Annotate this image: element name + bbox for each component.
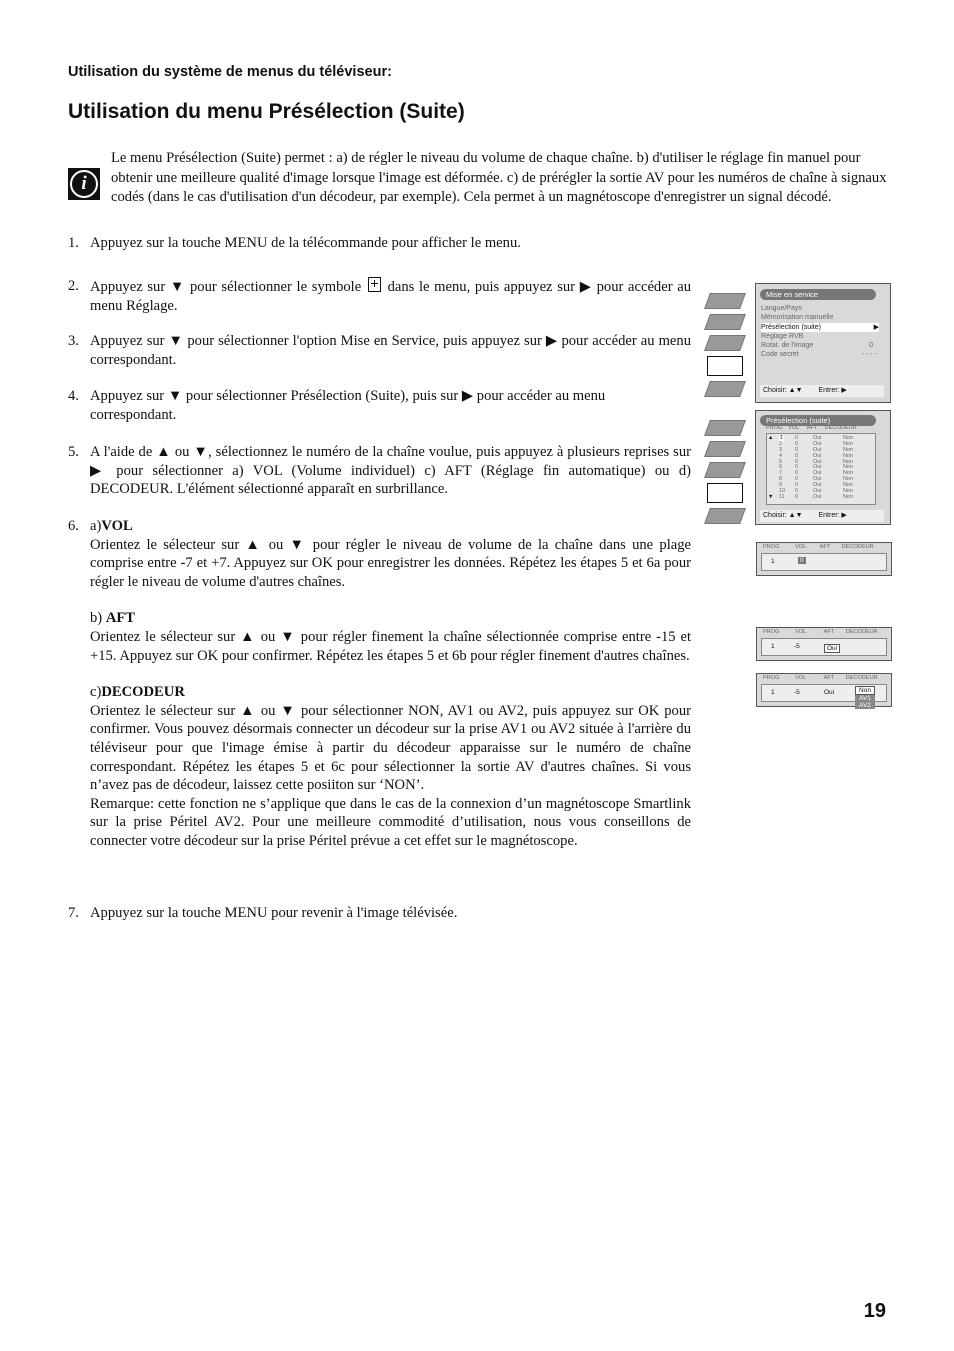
table-cell: Oui: [813, 435, 822, 441]
table-cell: 0: [795, 435, 798, 441]
table-cell: 0: [795, 488, 798, 495]
table-row: [767, 495, 875, 501]
table-cell: Oui: [813, 446, 822, 453]
table-cell: Non: [843, 440, 853, 447]
menu-item-code: Code secret - - - -: [761, 351, 877, 359]
table-cell: 0: [795, 452, 798, 459]
table-cell: 7: [779, 470, 782, 477]
sound-icon: [704, 441, 746, 457]
table-cell: 8: [779, 476, 782, 483]
step-2-text-b: dans le menu, puis appuyez sur ▶ pour accéder au menu Réglage.: [90, 279, 691, 314]
setup-icon: [707, 356, 743, 376]
features-icon: [704, 335, 746, 351]
menu-item-preselection: Présélection (suite) ▶: [761, 323, 879, 331]
table-cell: Non: [843, 458, 853, 465]
table-cell: Oui: [813, 476, 822, 483]
menu-item-langue: Langue/Pays: [761, 305, 802, 312]
section-header: Utilisation du système de menus du téléviseur:: [68, 64, 392, 80]
page-number: 19: [863, 1300, 886, 1322]
table-cell: Oui: [813, 482, 822, 489]
table-cell: Oui: [813, 470, 822, 477]
vol-value-selected: 0: [800, 557, 804, 564]
table-cell: Oui: [813, 488, 822, 495]
table-cell: Oui: [813, 493, 822, 500]
decodeur-text: Orientez le sélecteur sur ▲ ou ▼ pour sélectionner NON, AV1 ou AV2, puis appuyez sur OK pour confirmer. Vous pouvez désormais connecter un décodeur sur la prise AV1 ou AV2 située à l'arrière du téléviseur pour que l'image émise à partir du décodeur apparaisse sur le numéro de chaîne correspondant. Répétez les étapes 5 et 6c pour sélectionner la sortie AV d'autres chaînes. Si vous n’avez pas de décodeur, laissez cette posiiton sur ‘NON’.: [90, 702, 691, 794]
table-cell: Non: [843, 470, 853, 477]
menu-title-bar: Mise en service: [760, 289, 876, 300]
vol-heading: a)VOL: [90, 518, 133, 534]
table-cell: Non: [843, 446, 853, 453]
table-cell: Oui: [813, 458, 822, 465]
decodeur-options: Non AV1 AV2: [855, 686, 875, 709]
table-cell: 0: [795, 482, 798, 489]
sound-icon: [704, 314, 746, 330]
table-cell: Oui: [813, 464, 822, 471]
table-cell: 11: [779, 493, 785, 500]
aft-value-selected: Oui: [824, 644, 840, 653]
table-cell: Oui: [813, 440, 822, 447]
table-cell: 0: [795, 470, 798, 477]
table-cell: 0: [795, 446, 798, 453]
page-title: Utilisation du menu Présélection (Suite): [68, 100, 465, 123]
table-cell: Non: [843, 464, 853, 471]
decodeur-heading: c)DECODEUR: [90, 684, 185, 701]
table-cell: 1: [780, 435, 783, 441]
table-cell: 0: [795, 458, 798, 465]
table-cell: Non: [843, 452, 853, 459]
decodeur-option-selected: Non: [855, 686, 875, 695]
table-cell: Non: [843, 435, 853, 441]
table-cell: 6: [779, 464, 782, 471]
picture-icon: [704, 293, 746, 309]
scroll-down-icon: ▼: [768, 493, 774, 500]
menu-footer: Choisir: ▲▼ Entrer: ▶: [760, 385, 884, 397]
menu-item-rvb: Réglage RVB: [761, 332, 804, 340]
table-cell: Non: [843, 493, 853, 500]
aft-text: Orientez le sélecteur sur ▲ ou ▼ pour régler finement la chaîne sélectionnée comprise entre -15 et +15. Appuyez sur OK pour confirmer. Répétez les étapes 5 et 6b pour régler finement d'autres chaînes.: [90, 628, 691, 664]
table-header: PROG VOL AFT DECODEUR: [766, 425, 857, 431]
preselection-table: [766, 433, 876, 505]
screen-mise-en-service: [707, 283, 891, 403]
table-cell: Non: [843, 482, 853, 489]
setup-icon: [707, 483, 743, 503]
menu-item-memorisation: Mémorisation manuelle: [761, 314, 834, 322]
table-cell: 0: [795, 476, 798, 483]
table-cell: 10: [779, 488, 785, 495]
aft-heading: b) AFT: [90, 610, 135, 627]
table-cell: 3: [779, 446, 782, 453]
features-icon: [704, 462, 746, 478]
remark-text: Remarque: cette fonction ne s’applique que dans le cas de la connexion d’un magnétoscope Smartlink sur la prise Péritel AV2. Pour une meilleure commodité d’utilisation, nous vous conseillons de connecter votre décodeur sur la prise Péritel prévue a cet effet sur le magnétoscope.: [90, 795, 691, 849]
teletext-icon: [704, 381, 746, 397]
strip-decodeur: PROG VOL AFT DECODEUR 1 -5 Oui Non AV1 AV2: [756, 673, 892, 707]
menu-title-bar: Présélection (suite): [760, 415, 876, 426]
setup-menu-icon: [368, 277, 381, 292]
menu-footer: Choisir: ▲▼ Entrer: ▶: [760, 510, 884, 522]
table-cell: 9: [779, 482, 782, 489]
table-cell: 0: [795, 440, 798, 447]
step-2-text-a: Appuyez sur ▼ pour sélectionner le symbole: [90, 279, 362, 295]
table-cell: Non: [843, 488, 853, 495]
vol-text: Orientez le sélecteur sur ▲ ou ▼ pour régler le niveau de volume de la chaîne dans une plage comprise entre -7 et +7. Appuyez sur OK pour enregistrer les données. Répétez les étapes 5 et 6a pour régler le niveau de volume d'autres chaînes.: [90, 536, 691, 590]
teletext-icon: [704, 508, 746, 524]
screen-preselection: [707, 410, 891, 525]
table-cell: 5: [779, 458, 782, 465]
table-cell: 0: [795, 464, 798, 471]
strip-aft: PROG VOL AFT DECODEUR 1 -5 Oui: [756, 627, 892, 661]
table-cell: Non: [843, 476, 853, 483]
table-cell: 2: [779, 440, 782, 447]
intro-paragraph: Le menu Présélection (Suite) permet : a) de régler le niveau du volume de chaque chaîne. b) d'utiliser le réglage fin manuel pour obtenir une meilleure qualité d'image lorsque l'image est déformée. c) de prérégler la sortie AV pour les numéros de chaîne à signaux codés (dans le cas d'utilisation d'un décodeur, par exemple). Cela permet à un magnétoscope d'enregistrer un signal décodé.: [111, 150, 887, 205]
strip-vol: PROG VOL AFT DECODEUR 1 0: [756, 542, 892, 576]
table-cell: Oui: [813, 452, 822, 459]
table-cell: 4: [779, 452, 782, 459]
info-icon: i: [68, 168, 100, 200]
scroll-up-icon: ▲: [768, 435, 774, 441]
menu-item-rotation: Rotat. de l'image 0: [761, 342, 873, 350]
picture-icon: [704, 420, 746, 436]
table-cell: 0: [795, 493, 798, 500]
